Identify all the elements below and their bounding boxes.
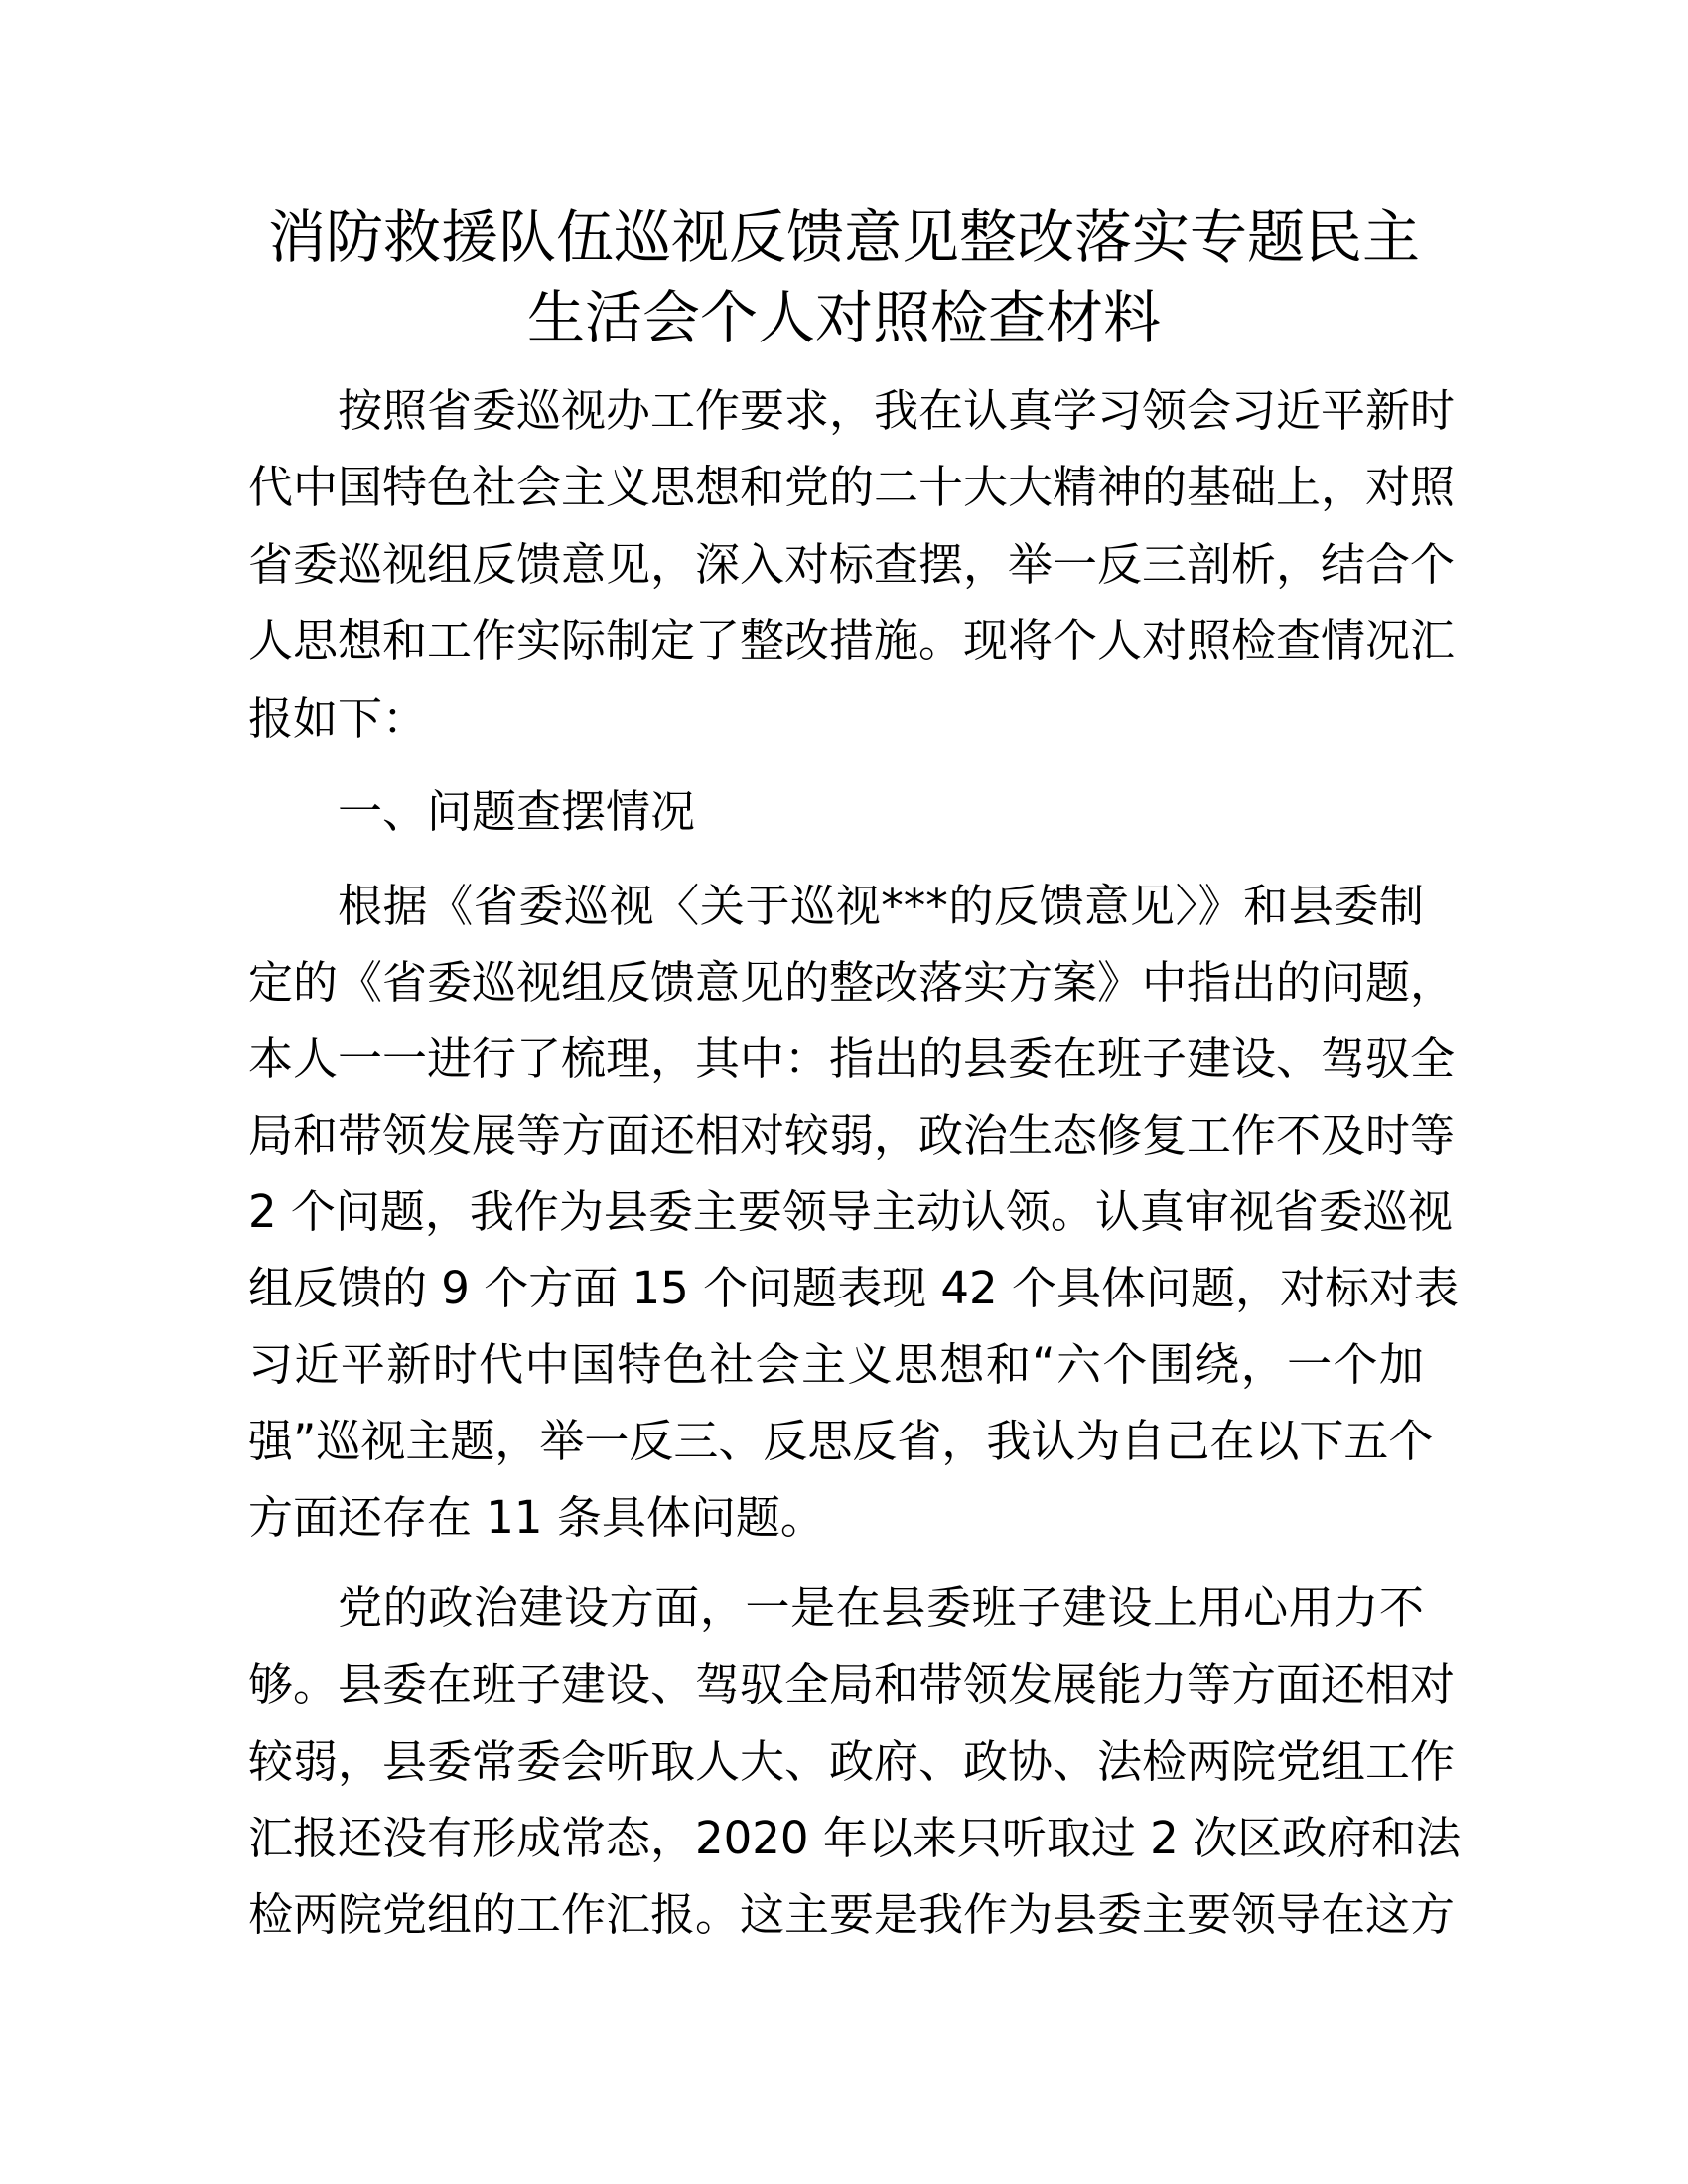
text-line: 方面还存在 11 条具体问题。 — [248, 1491, 825, 1544]
text-line: 本人一一进行了梳理，其中：指出的县委在班子建设、驾驭全 — [248, 1032, 1456, 1085]
text-line: 代中国特色社会主义思想和党的二十大大精神的基础上，对照 — [248, 461, 1456, 513]
text-line: 报如下： — [248, 692, 428, 745]
text-line: 组反馈的 9 个方面 15 个问题表现 42 个具体问题，对标对表 — [248, 1262, 1459, 1314]
text-line: 按照省委巡视办工作要求，我在认真学习领会习近平新时 — [338, 384, 1456, 437]
text-line: 定的《省委巡视组反馈意见的整改落实方案》中指出的问题， — [248, 956, 1456, 1009]
text-line: 汇报还没有形成常态，2020 年以来只听取过 2 次区政府和法 — [248, 1812, 1462, 1864]
document-title-line-2: 生活会个人对照检查材料 — [526, 284, 1161, 351]
document-title-line-1: 消防救援队伍巡视反馈意见整改落实专题民主 — [267, 204, 1420, 271]
section-heading: 一、问题查摆情况 — [338, 785, 696, 838]
text-line: 习近平新时代中国特色社会主义思想和“六个围绕，一个加 — [248, 1338, 1424, 1391]
text-line: 强”巡视主题，举一反三、反思反省，我认为自己在以下五个 — [248, 1415, 1434, 1467]
text-line: 较弱，县委常委会听取人大、政府、政协、法检两院党组工作 — [248, 1735, 1456, 1788]
text-line: 人思想和工作实际制定了整改措施。现将个人对照检查情况汇 — [248, 614, 1456, 667]
text-line: 党的政治建设方面，一是在县委班子建设上用心用力不 — [338, 1581, 1424, 1634]
text-line: 省委巡视组反馈意见，深入对标查摆，举一反三剖析，结合个 — [248, 538, 1456, 591]
text-line: 够。县委在班子建设、驾驭全局和带领发展能力等方面还相对 — [248, 1658, 1456, 1710]
text-line: 根据《省委巡视〈关于巡视***的反馈意见〉》和县委制 — [338, 880, 1424, 932]
text-line: 2 个问题，我作为县委主要领导主动认领。认真审视省委巡视 — [248, 1185, 1453, 1238]
text-line: 检两院党组的工作汇报。这主要是我作为县委主要领导在这方 — [248, 1888, 1456, 1941]
text-line: 局和带领发展等方面还相对较弱，政治生态修复工作不及时等 — [248, 1109, 1456, 1161]
